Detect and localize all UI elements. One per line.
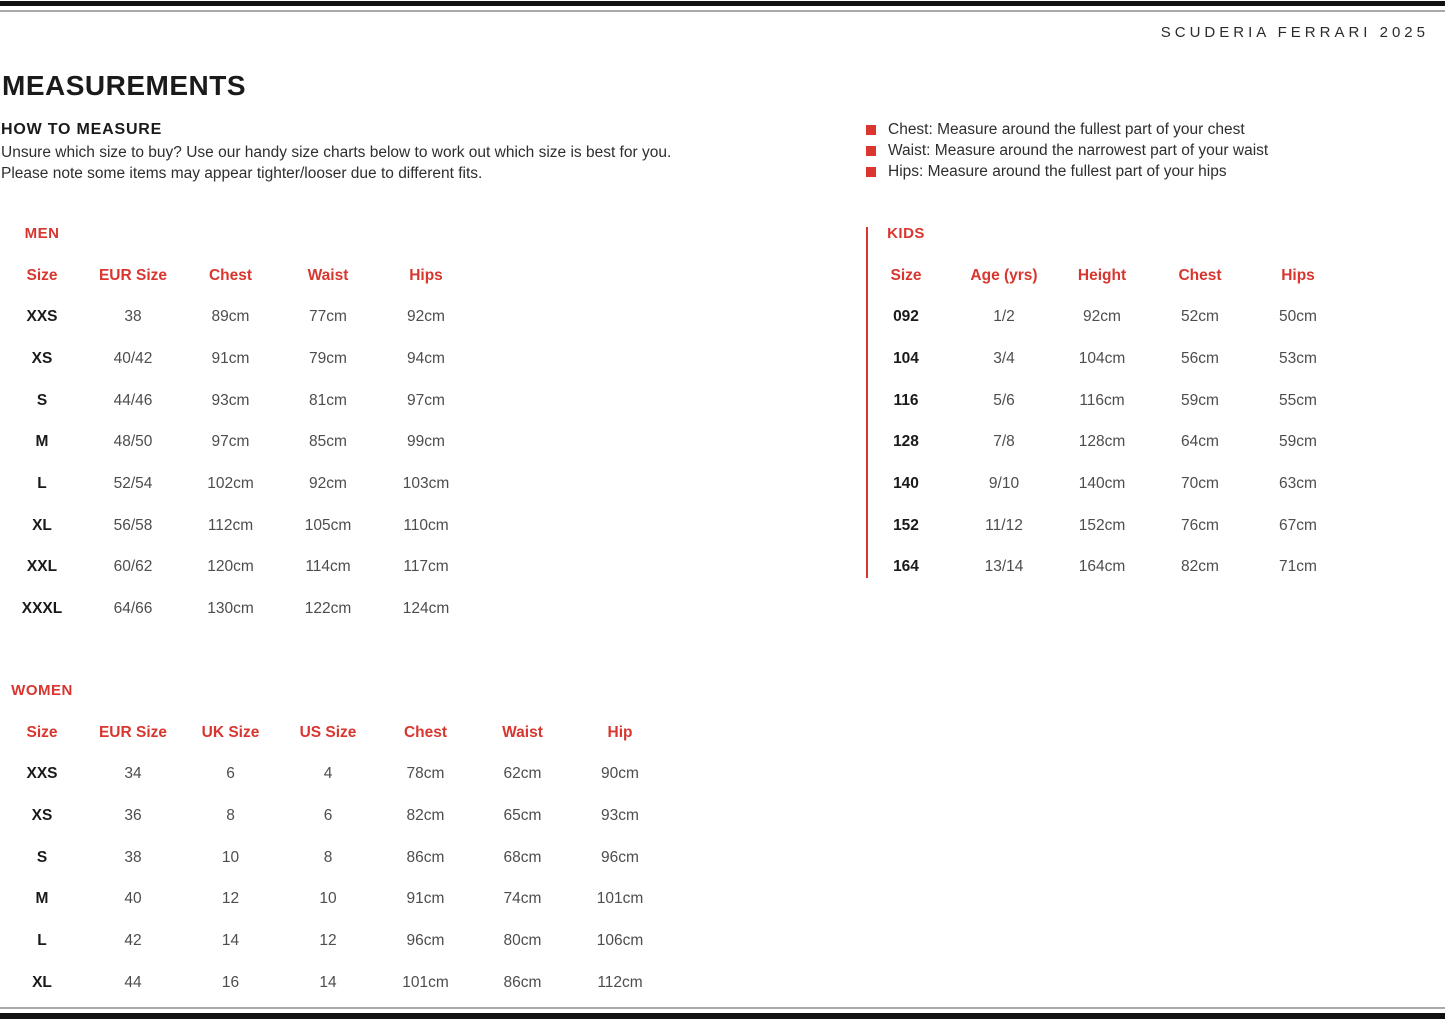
value-cell: 63cm [1279, 474, 1317, 492]
value-cell: 38 [124, 848, 142, 866]
men-size-table [0, 213, 475, 630]
size-cell: XL [32, 973, 52, 991]
value-cell: 44/46 [113, 391, 153, 409]
measure-tip-text: Waist: Measure around the narrowest part of your waist [888, 142, 1269, 160]
value-cell: 11/12 [985, 516, 1023, 534]
value-cell: 16 [221, 973, 240, 991]
value-cell: 99cm [407, 433, 445, 451]
value-cell: 164cm [1078, 558, 1126, 576]
column-header: EUR Size [98, 266, 168, 284]
value-cell: 44 [124, 973, 142, 991]
column-header: Size [26, 266, 58, 284]
column-header: Waist [502, 723, 543, 741]
value-cell: 124cm [402, 600, 450, 618]
size-cell: XXS [26, 308, 58, 326]
intro-line-2: Please note some items may appear tighter/looser due to different fits. [1, 165, 483, 182]
measure-tip-text: Hips: Measure around the fullest part of your hips [888, 162, 1227, 180]
size-cell: M [35, 433, 49, 451]
size-cell: XXS [26, 765, 58, 783]
value-cell: 62cm [503, 765, 542, 783]
value-cell: 5/6 [993, 391, 1015, 409]
column-header: Hips [409, 266, 443, 284]
value-cell: 70cm [1181, 474, 1219, 492]
value-cell: 86cm [406, 848, 445, 866]
value-cell: 78cm [406, 765, 445, 783]
size-cell: L [37, 931, 47, 949]
value-cell: 93cm [211, 391, 250, 409]
value-cell: 140cm [1078, 474, 1126, 492]
column-header: Size [26, 723, 58, 741]
size-cell: S [36, 391, 48, 409]
value-cell: 82cm [1181, 558, 1219, 576]
value-cell: 52/54 [113, 474, 153, 492]
size-cell: S [36, 848, 48, 866]
column-header: Size [890, 266, 922, 284]
women-size-table [0, 670, 669, 1004]
value-cell: 56/58 [113, 516, 153, 534]
intro-line-1: Unsure which size to buy? Use our handy size charts below to work out which size is best for you. [1, 144, 672, 161]
red-square-bullet-icon [866, 167, 876, 177]
value-cell: 8 [323, 848, 333, 866]
value-cell: 116cm [1079, 391, 1125, 409]
value-cell: 92cm [309, 474, 347, 492]
value-cell: 59cm [1181, 391, 1219, 409]
value-cell: 76cm [1181, 516, 1219, 534]
how-to-measure-heading: HOW TO MEASURE [1, 121, 163, 138]
value-cell: 71cm [1279, 558, 1317, 576]
value-cell: 106cm [596, 931, 644, 949]
value-cell: 9/10 [988, 474, 1020, 492]
column-header: Chest [1178, 266, 1222, 284]
value-cell: 10 [319, 890, 337, 908]
value-cell: 120cm [207, 558, 254, 576]
value-cell: 59cm [1279, 433, 1317, 451]
value-cell: 52cm [1181, 308, 1219, 326]
size-cell: XS [31, 349, 53, 367]
value-cell: 96cm [406, 931, 445, 949]
red-square-bullet-icon [866, 146, 876, 156]
column-header: Height [1077, 266, 1127, 284]
value-cell: 34 [124, 765, 142, 783]
value-cell: 102cm [207, 474, 254, 492]
column-header: Waist [307, 266, 349, 284]
size-cell: 140 [893, 474, 919, 492]
value-cell: 48/50 [113, 433, 153, 451]
value-cell: 68cm [503, 848, 542, 866]
value-cell: 40 [124, 890, 142, 908]
size-cell: XS [31, 806, 53, 824]
column-header: Chest [208, 266, 253, 284]
value-cell: 101cm [402, 973, 449, 991]
value-cell: 97cm [211, 433, 250, 451]
value-cell: 81cm [309, 391, 347, 409]
value-cell: 42 [124, 931, 142, 949]
value-cell: 50cm [1279, 308, 1317, 326]
column-header: UK Size [201, 723, 260, 741]
value-cell: 13/14 [984, 558, 1024, 576]
value-cell: 110cm [403, 516, 449, 534]
value-cell: 65cm [503, 806, 542, 824]
value-cell: 92cm [407, 308, 445, 326]
size-cell: 128 [893, 433, 919, 451]
measure-tips-list [866, 120, 1268, 182]
value-cell: 82cm [406, 806, 445, 824]
measure-tip-item [866, 120, 1268, 141]
size-cell: 152 [893, 516, 919, 534]
column-header: Chest [403, 723, 448, 741]
value-cell: 53cm [1279, 349, 1317, 367]
value-cell: 92cm [1083, 308, 1121, 326]
value-cell: 14 [319, 973, 337, 991]
value-cell: 14 [221, 931, 240, 949]
kids-size-table [857, 213, 1347, 588]
value-cell: 8 [226, 806, 235, 824]
value-cell: 4 [323, 765, 333, 783]
value-cell: 74cm [503, 890, 542, 908]
value-cell: 112cm [597, 973, 643, 991]
value-cell: 12 [221, 890, 240, 908]
value-cell: 94cm [407, 349, 445, 367]
size-cell: 164 [893, 558, 919, 576]
value-cell: 97cm [407, 391, 445, 409]
value-cell: 6 [323, 806, 333, 824]
column-header: US Size [299, 723, 357, 741]
value-cell: 38 [124, 308, 142, 326]
value-cell: 12 [319, 931, 337, 949]
value-cell: 101cm [596, 890, 644, 908]
value-cell: 85cm [309, 433, 347, 451]
column-header: Hip [607, 723, 633, 741]
value-cell: 96cm [601, 848, 639, 866]
top-border-line [0, 10, 1445, 12]
bottom-border-bar [0, 1013, 1445, 1019]
size-cell: XXL [26, 558, 58, 576]
measure-tip-item [866, 141, 1268, 162]
value-cell: 55cm [1279, 391, 1317, 409]
kids-table-title: KIDS [887, 225, 925, 243]
value-cell: 117cm [403, 558, 449, 576]
size-cell: 092 [893, 308, 919, 326]
value-cell: 130cm [207, 600, 254, 618]
measure-tip-text: Chest: Measure around the fullest part of your chest [888, 121, 1245, 139]
value-cell: 80cm [503, 931, 542, 949]
value-cell: 64cm [1181, 433, 1219, 451]
size-cell: L [37, 474, 47, 492]
value-cell: 64/66 [113, 600, 153, 618]
page-title: MEASUREMENTS [2, 70, 247, 101]
value-cell: 103cm [402, 474, 450, 492]
value-cell: 10 [221, 848, 240, 866]
size-cell: XXXL [21, 600, 63, 618]
top-border-bar [0, 1, 1445, 6]
size-cell: XL [32, 516, 52, 534]
size-cell: 116 [893, 391, 919, 409]
value-cell: 1/2 [993, 308, 1015, 326]
value-cell: 67cm [1279, 516, 1317, 534]
size-cell: 104 [893, 349, 919, 367]
value-cell: 105cm [304, 516, 352, 534]
value-cell: 7/8 [993, 433, 1015, 451]
women-table-grid [0, 712, 669, 1004]
value-cell: 128cm [1078, 433, 1126, 451]
women-table-title: WOMEN [11, 682, 73, 700]
value-cell: 91cm [211, 349, 250, 367]
value-cell: 104cm [1078, 349, 1126, 367]
value-cell: 60/62 [113, 558, 153, 576]
value-cell: 36 [124, 806, 142, 824]
value-cell: 114cm [305, 558, 351, 576]
value-cell: 91cm [406, 890, 445, 908]
brand-header: SCUDERIA FERRARI 2025 [1160, 24, 1429, 41]
value-cell: 3/4 [993, 349, 1015, 367]
value-cell: 86cm [503, 973, 542, 991]
value-cell: 40/42 [113, 349, 153, 367]
kids-table-grid [857, 255, 1347, 589]
value-cell: 79cm [309, 349, 347, 367]
value-cell: 89cm [211, 308, 250, 326]
value-cell: 122cm [304, 600, 352, 618]
men-table-grid [0, 255, 475, 630]
red-square-bullet-icon [866, 125, 876, 135]
value-cell: 56cm [1181, 349, 1219, 367]
men-table-title: MEN [24, 225, 60, 243]
bottom-border-line [0, 1007, 1445, 1009]
value-cell: 90cm [601, 765, 639, 783]
column-header: Hips [1281, 266, 1315, 284]
column-header: EUR Size [98, 723, 168, 741]
value-cell: 112cm [207, 516, 254, 534]
value-cell: 152cm [1078, 516, 1126, 534]
size-cell: M [35, 890, 49, 908]
measure-tip-item [866, 162, 1268, 183]
column-header: Age (yrs) [970, 266, 1038, 284]
value-cell: 6 [226, 765, 235, 783]
value-cell: 77cm [309, 308, 347, 326]
value-cell: 93cm [601, 806, 639, 824]
